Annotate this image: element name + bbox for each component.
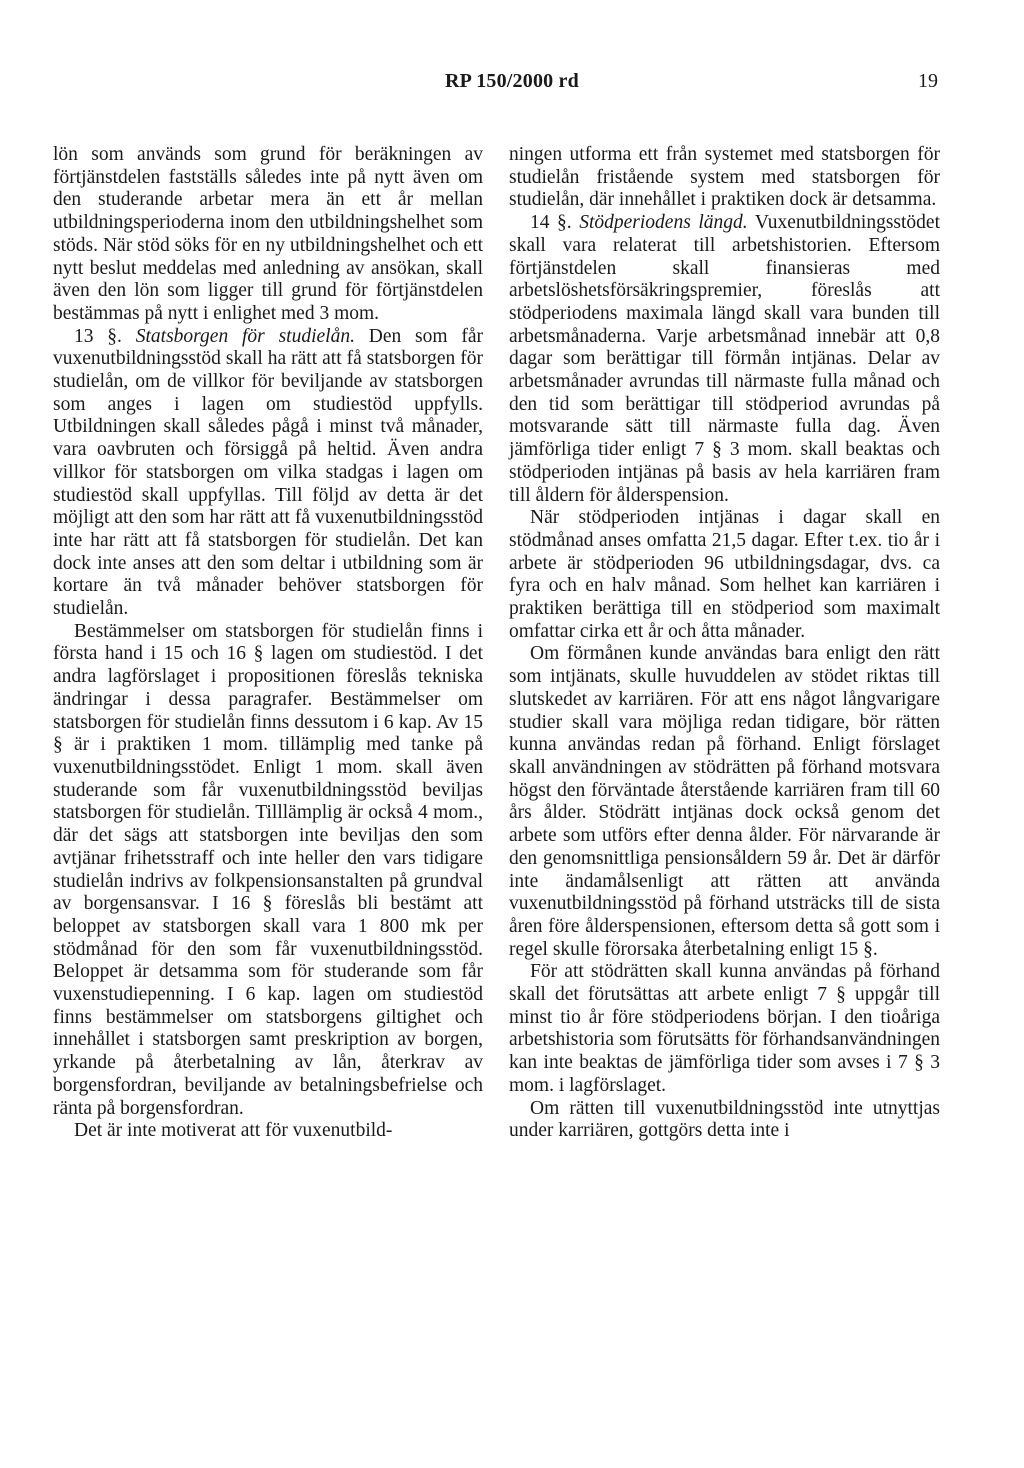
document-id: RP 150/2000 rd: [445, 70, 579, 92]
section-heading: Statsborgen för studielån.: [135, 325, 355, 347]
right-column: [509, 144, 940, 1143]
section-heading: Stödperiodens längd.: [579, 212, 748, 234]
section-13: [53, 326, 483, 621]
page-number: 19: [918, 70, 938, 92]
section-text: Vuxenutbildningsstödet skall vara relaterat till arbetshistorien. Eftersom förtjänstdelen skall finansieras med arbetslöshetsförsäkringspremier, föreslås att stödperiodens maximala längd skall vara bunden till arbetsmånaderna. Varje arbetsmånad innebär att 0,8 dagar som berättigar till förmån intjänas. Delar av arbetsmånader avrundas till närmaste fulla månad och den tid som berättigar till stödperiod avrundas på motsvarande sätt till närmaste fulla dag. Även jämförliga tider enligt 7 § 3 mom. skall beaktas och stödperioden intjänas på basis av hela karriären fram till åldern för ålderspension.: [509, 212, 940, 506]
left-column: [53, 144, 483, 1143]
paragraph: För att stödrätten skall kunna användas på förhand skall det förutsättas att arbete enligt 7 § uppgår till minst tio år före stödperiodens början. I den tioåriga arbetshistoria som förutsätts för förhandsanvändningen kan inte beaktas de jämförliga tider som avses i 7 § 3 mom. i lagförslaget.: [509, 961, 940, 1096]
section-14: [509, 212, 940, 507]
section-number: 14 §.: [530, 212, 572, 234]
paragraph: Om rätten till vuxenutbildningsstöd inte utnyttjas under karriären, gottgörs detta inte i: [509, 1097, 940, 1142]
paragraph: Om förmånen kunde användas bara enligt den rätt som intjänats, skulle huvuddelen av stödet riktas till slutskedet av karriären. För att ens något långvarigare studier skall vara möjliga redan tidigare, bör rätten kunna användas redan på förhand. Enligt förslaget skall användningen av stödrätten på förhand motsvara högst den förväntade återstående karriären fram till 60 års ålder. Stödrätt intjänas dock också genom det arbete som utförs efter denna ålder. För närvarande är den genomsnittliga pensionsåldern 59 år. Det är därför inte ändamålsenligt att rätten att använda vuxenutbildningsstöd på förhand utsträcks till de sista åren före ålderspensionen, eftersom detta så gott som i regel skulle förorsaka återbetalning enligt 15 §.: [509, 643, 940, 960]
paragraph: När stödperioden intjänas i dagar skall en stödmånad anses omfatta 21,5 dagar. Efter t.ex. tio år i arbete är stödperioden 96 utbildningsdagar, dvs. ca fyra och en halv månad. Som helhet kan karriären i praktiken berättiga till en stödperiod som maximalt omfattar cirka ett år och åtta månader.: [509, 507, 940, 642]
section-number: 13 §.: [74, 325, 122, 347]
paragraph: Bestämmelser om statsborgen för studielån finns i första hand i 15 och 16 § lagen om studiestöd. I det andra lagförslaget i propositionen föreslås tekniska ändringar i dessa paragrafer. Bestämmelser om statsborgen för studielån finns dessutom i 6 kap. Av 15 § är i praktiken 1 mom. tillämplig med tanke på vuxenutbildningsstödet. Enligt 1 mom. skall även studerande som får vuxenutbildningsstöd beviljas statsborgen för studielån. Tilllämplig är också 4 mom., där det sägs att statsborgen inte beviljas den som avtjänar frihetsstraff och inte heller den vars tidigare studielån indrivs av folkpensionsanstalten på grundval av borgensansvar. I 16 § föreslås bli bestämt att beloppet av statsborgen skall vara 1 800 mk per stödmånad för den som får vuxenutbildningsstöd. Beloppet är detsamma som för studerande som får vuxenstudiepenning. I 6 kap. lagen om studiestöd finns bestämmelser om statsborgens giltighet och innehållet i statsborgen samt preskription av borgen, yrkande på återbetalning av lån, återkrav av borgensfordran, beviljande av betalningsbefrielse och ränta på borgensfordran.: [53, 620, 483, 1119]
paragraph-continued: ningen utforma ett från systemet med statsborgen för studielån fristående system med statsborgen för studielån, där innehållet i praktiken dock är detsamma.: [509, 144, 940, 211]
section-text: Den som får vuxenutbildningsstöd skall ha rätt att få statsborgen för studielån, om de villkor för beviljande av statsborgen som anges i lagen om studiestöd uppfylls. Utbildningen skall således pågå i minst två månader, vara oavbruten och försiggå på heltid. Även andra villkor för statsborgen om vilka stadgas i lagen om studiestöd skall uppfyllas. Till följd av detta är det möjligt att den som har rätt att få vuxenutbildningsstöd inte har rätt att få statsborgen för studielån. Det kan dock inte anses att den som deltar i utbildning som är kortare än två månader behöver statsborgen för studielån.: [53, 325, 484, 620]
paragraph: Det är inte motiverat att för vuxenutbild-: [74, 1120, 393, 1142]
paragraph-continued: lön som används som grund för beräkningen av förtjänstdelen fastställs således inte på nytt även om den studerande arbetar mera än ett år mellan utbildningsperioderna inom den utbildningshelhet som stöds. När stöd söks för en ny utbildningshelhet och ett nytt beslut meddelas med anledning av ansökan, skall även den lön som ligger till grund för förtjänstdelen bestämmas på nytt i enlighet med 3 mom.: [53, 144, 483, 324]
page-header: [0, 70, 1024, 100]
